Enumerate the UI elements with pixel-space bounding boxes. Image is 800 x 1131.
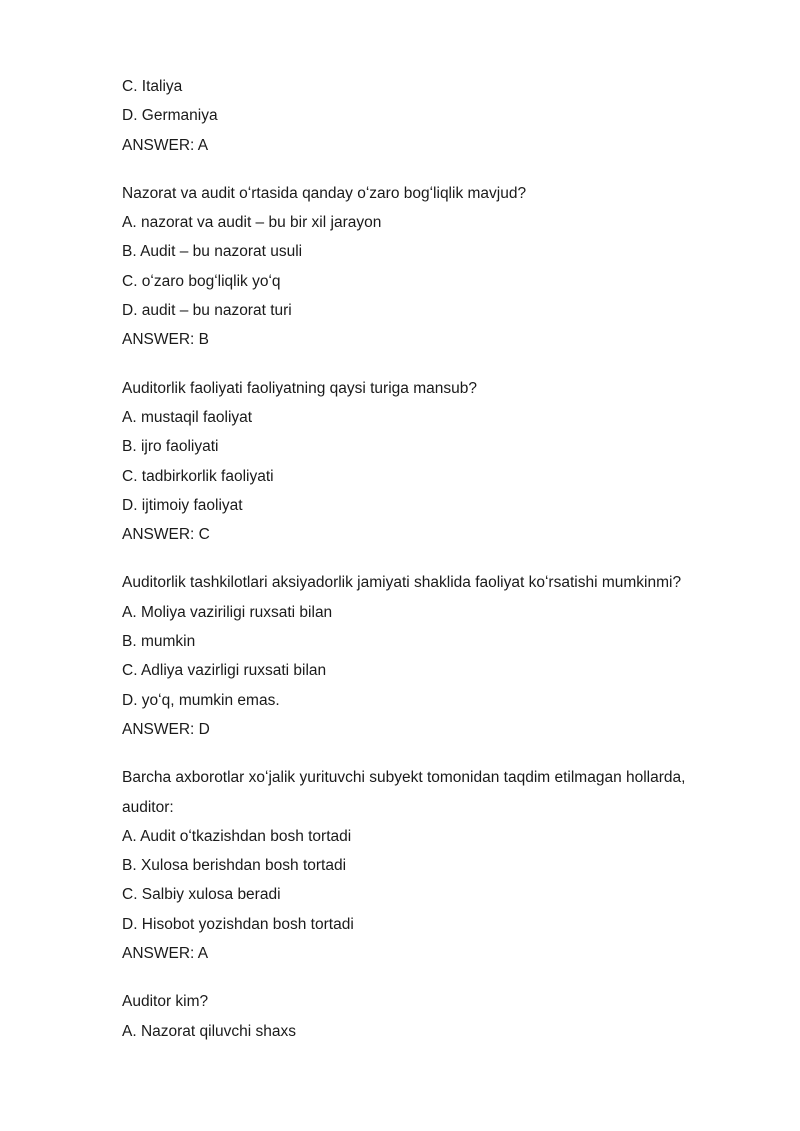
option-a: A. mustaqil faoliyat <box>122 408 253 426</box>
option-d: D. Hisobot yozishdan bosh tortadi <box>122 915 354 933</box>
question-block <box>122 987 722 1046</box>
question-text: Nazorat va audit oʻrtasida qanday oʻzaro bogʻliqlik mavjud? <box>122 184 527 202</box>
question-text: Barcha axborotlar xoʻjalik yurituvchi subyekt tomonidan taqdim etilmagan hollarda, auditor: <box>122 769 686 816</box>
question-block <box>122 568 722 744</box>
question-block <box>122 374 722 550</box>
document-page <box>122 72 722 1046</box>
option-d: D. yoʻq, mumkin emas. <box>122 691 280 709</box>
option-c: C. Salbiy xulosa beradi <box>122 886 281 904</box>
answer-line: ANSWER: B <box>122 331 209 349</box>
option-b: B. ijro faoliyati <box>122 438 219 456</box>
answer-line: ANSWER: C <box>122 526 210 544</box>
answer-line: ANSWER: A <box>122 136 209 154</box>
question-block <box>122 179 722 355</box>
option-a: A. Audit oʻtkazishdan bosh tortadi <box>122 827 352 845</box>
option-a: A. Moliya vaziriligi ruxsati bilan <box>122 603 333 621</box>
option-d: D. Germaniya <box>122 107 218 125</box>
question-text: Auditorlik faoliyati faoliyatning qaysi turiga mansub? <box>122 379 477 397</box>
option-c: C. Adliya vazirligi ruxsati bilan <box>122 662 327 680</box>
option-b: B. Audit – bu nazorat usuli <box>122 243 303 261</box>
question-block <box>122 763 722 968</box>
question-text: Auditor kim? <box>122 993 209 1011</box>
option-a: A. Nazorat qiluvchi shaxs <box>122 1022 297 1040</box>
option-b: B. Xulosa berishdan bosh tortadi <box>122 857 347 875</box>
option-d: D. ijtimoiy faoliyat <box>122 496 243 514</box>
option-d: D. audit – bu nazorat turi <box>122 302 292 320</box>
answer-line: ANSWER: D <box>122 720 210 738</box>
answer-line: ANSWER: A <box>122 945 209 963</box>
option-c: C. tadbirkorlik faoliyati <box>122 467 274 485</box>
option-c: C. oʻzaro bogʻliqlik yoʻq <box>122 272 281 290</box>
option-b: B. mumkin <box>122 633 196 651</box>
question-fragment <box>122 72 722 160</box>
question-text: Auditorlik tashkilotlari aksiyadorlik jamiyati shaklida faoliyat koʻrsatishi mumkinmi? <box>122 574 682 592</box>
option-a: A. nazorat va audit – bu bir xil jarayon <box>122 214 382 232</box>
option-c: C. Italiya <box>122 78 183 95</box>
